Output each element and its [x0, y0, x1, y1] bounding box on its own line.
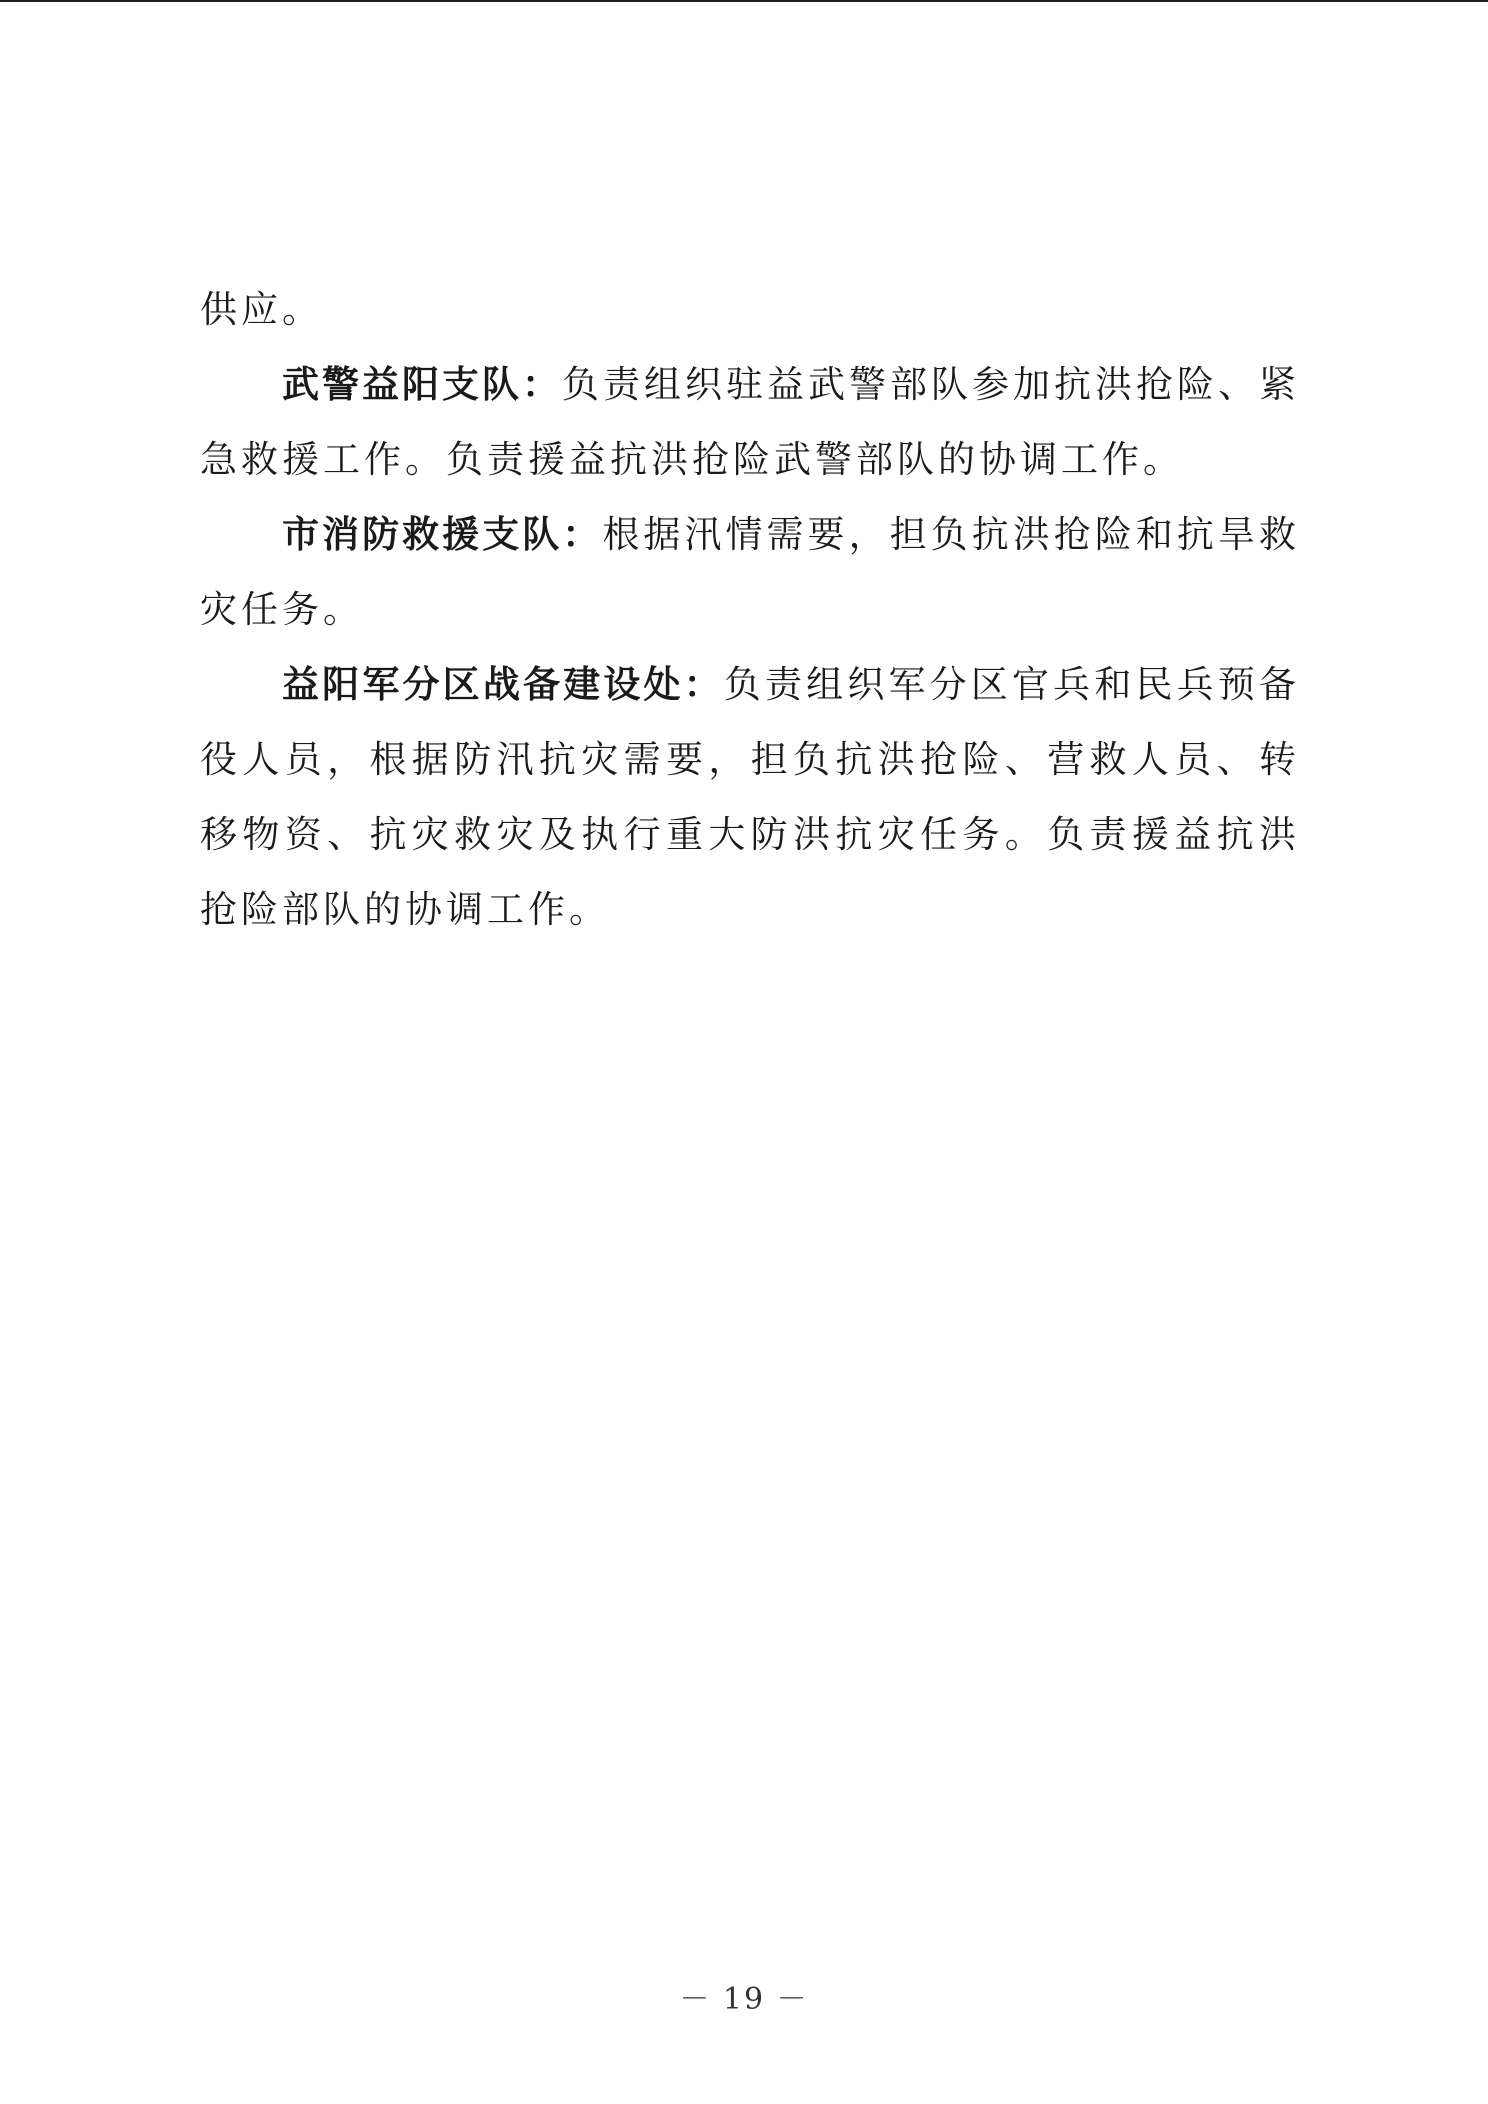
paragraph-supply-continuation — [200, 272, 1300, 347]
page-top-border — [0, 0, 1488, 2]
paragraph-lead-heading: 益阳军分区战备建设处： — [282, 663, 724, 706]
paragraph-text: 供应。 — [200, 288, 323, 331]
paragraph-fire-rescue — [200, 497, 1300, 647]
paragraph-military-subdistrict — [200, 647, 1300, 947]
paragraph-lead-heading: 武警益阳支队： — [282, 363, 562, 406]
paragraph-text: 负责组织军分区官兵和民兵预备役人员，根据防汛抗灾需要，担负抗洪抢险、营救人员、转移物资、抗灾救灾及执行重大防洪抗灾任务。负责援益抗洪抢险部队的协调工作。 — [200, 663, 1301, 931]
paragraph-lead-heading: 市消防救援支队： — [282, 513, 603, 556]
document-body — [200, 272, 1300, 947]
paragraph-armed-police — [200, 347, 1300, 497]
page-number: － 19 － — [679, 1982, 809, 2017]
paragraph-text: 负责组织驻益武警部队参加抗洪抢险、紧急救援工作。负责援益抗洪抢险武警部队的协调工作。 — [200, 363, 1300, 481]
paragraph-text: 根据汛情需要，担负抗洪抢险和抗旱救灾任务。 — [200, 513, 1301, 631]
